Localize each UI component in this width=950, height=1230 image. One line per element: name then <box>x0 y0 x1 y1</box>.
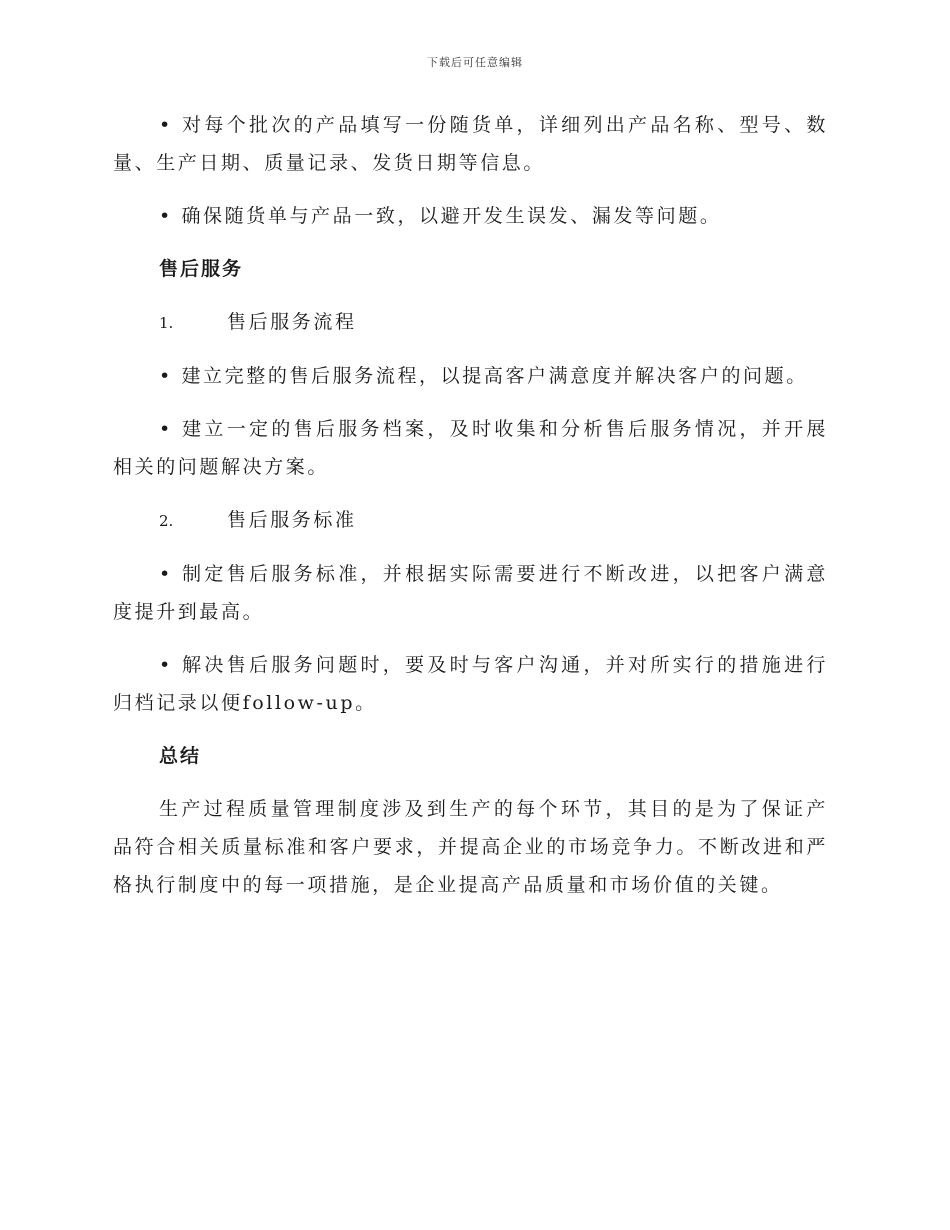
bullet-paragraph: • 对每个批次的产品填写一份随货单，详细列出产品名称、型号、数量、生产日期、质量记录、发货日期等信息。 <box>113 114 828 174</box>
bullet-paragraph: • 建立一定的售后服务档案，及时收集和分析售后服务情况，并开展相关的问题解决方案。 <box>113 418 828 478</box>
summary-paragraph: 生产过程质量管理制度涉及到生产的每个环节，其目的是为了保证产品符合相关质量标准和客户要求，并提高企业的市场竞争力。不断改进和严格执行制度中的每一项措施，是企业提高产品质量和市场价值的关键。 <box>113 798 828 896</box>
bullet-paragraph: • 解决售后服务问题时，要及时与客户沟通，并对所实行的措施进行归档记录以便follow-up。 <box>113 654 828 714</box>
bullet-paragraph: • 确保随货单与产品一致，以避开发生误发、漏发等问题。 <box>159 205 722 227</box>
bullet-paragraph: • 建立完整的售后服务流程，以提高客户满意度并解决客户的问题。 <box>159 365 808 387</box>
bullet-paragraph: • 制定售后服务标准，并根据实际需要进行不断改进，以把客户满意度提升到最高。 <box>113 563 828 623</box>
page-header: 下载后可任意编辑 <box>427 56 523 69</box>
document-body <box>113 106 828 919</box>
item-number: 2. <box>159 512 174 530</box>
section-heading-summary: 总结 <box>159 745 202 767</box>
numbered-item <box>113 303 828 342</box>
numbered-item <box>113 501 828 540</box>
item-title: 售后服务标准 <box>227 509 357 531</box>
item-number: 1. <box>159 314 174 332</box>
section-heading-after-sales: 售后服务 <box>159 258 244 280</box>
item-title: 售后服务流程 <box>227 311 357 333</box>
